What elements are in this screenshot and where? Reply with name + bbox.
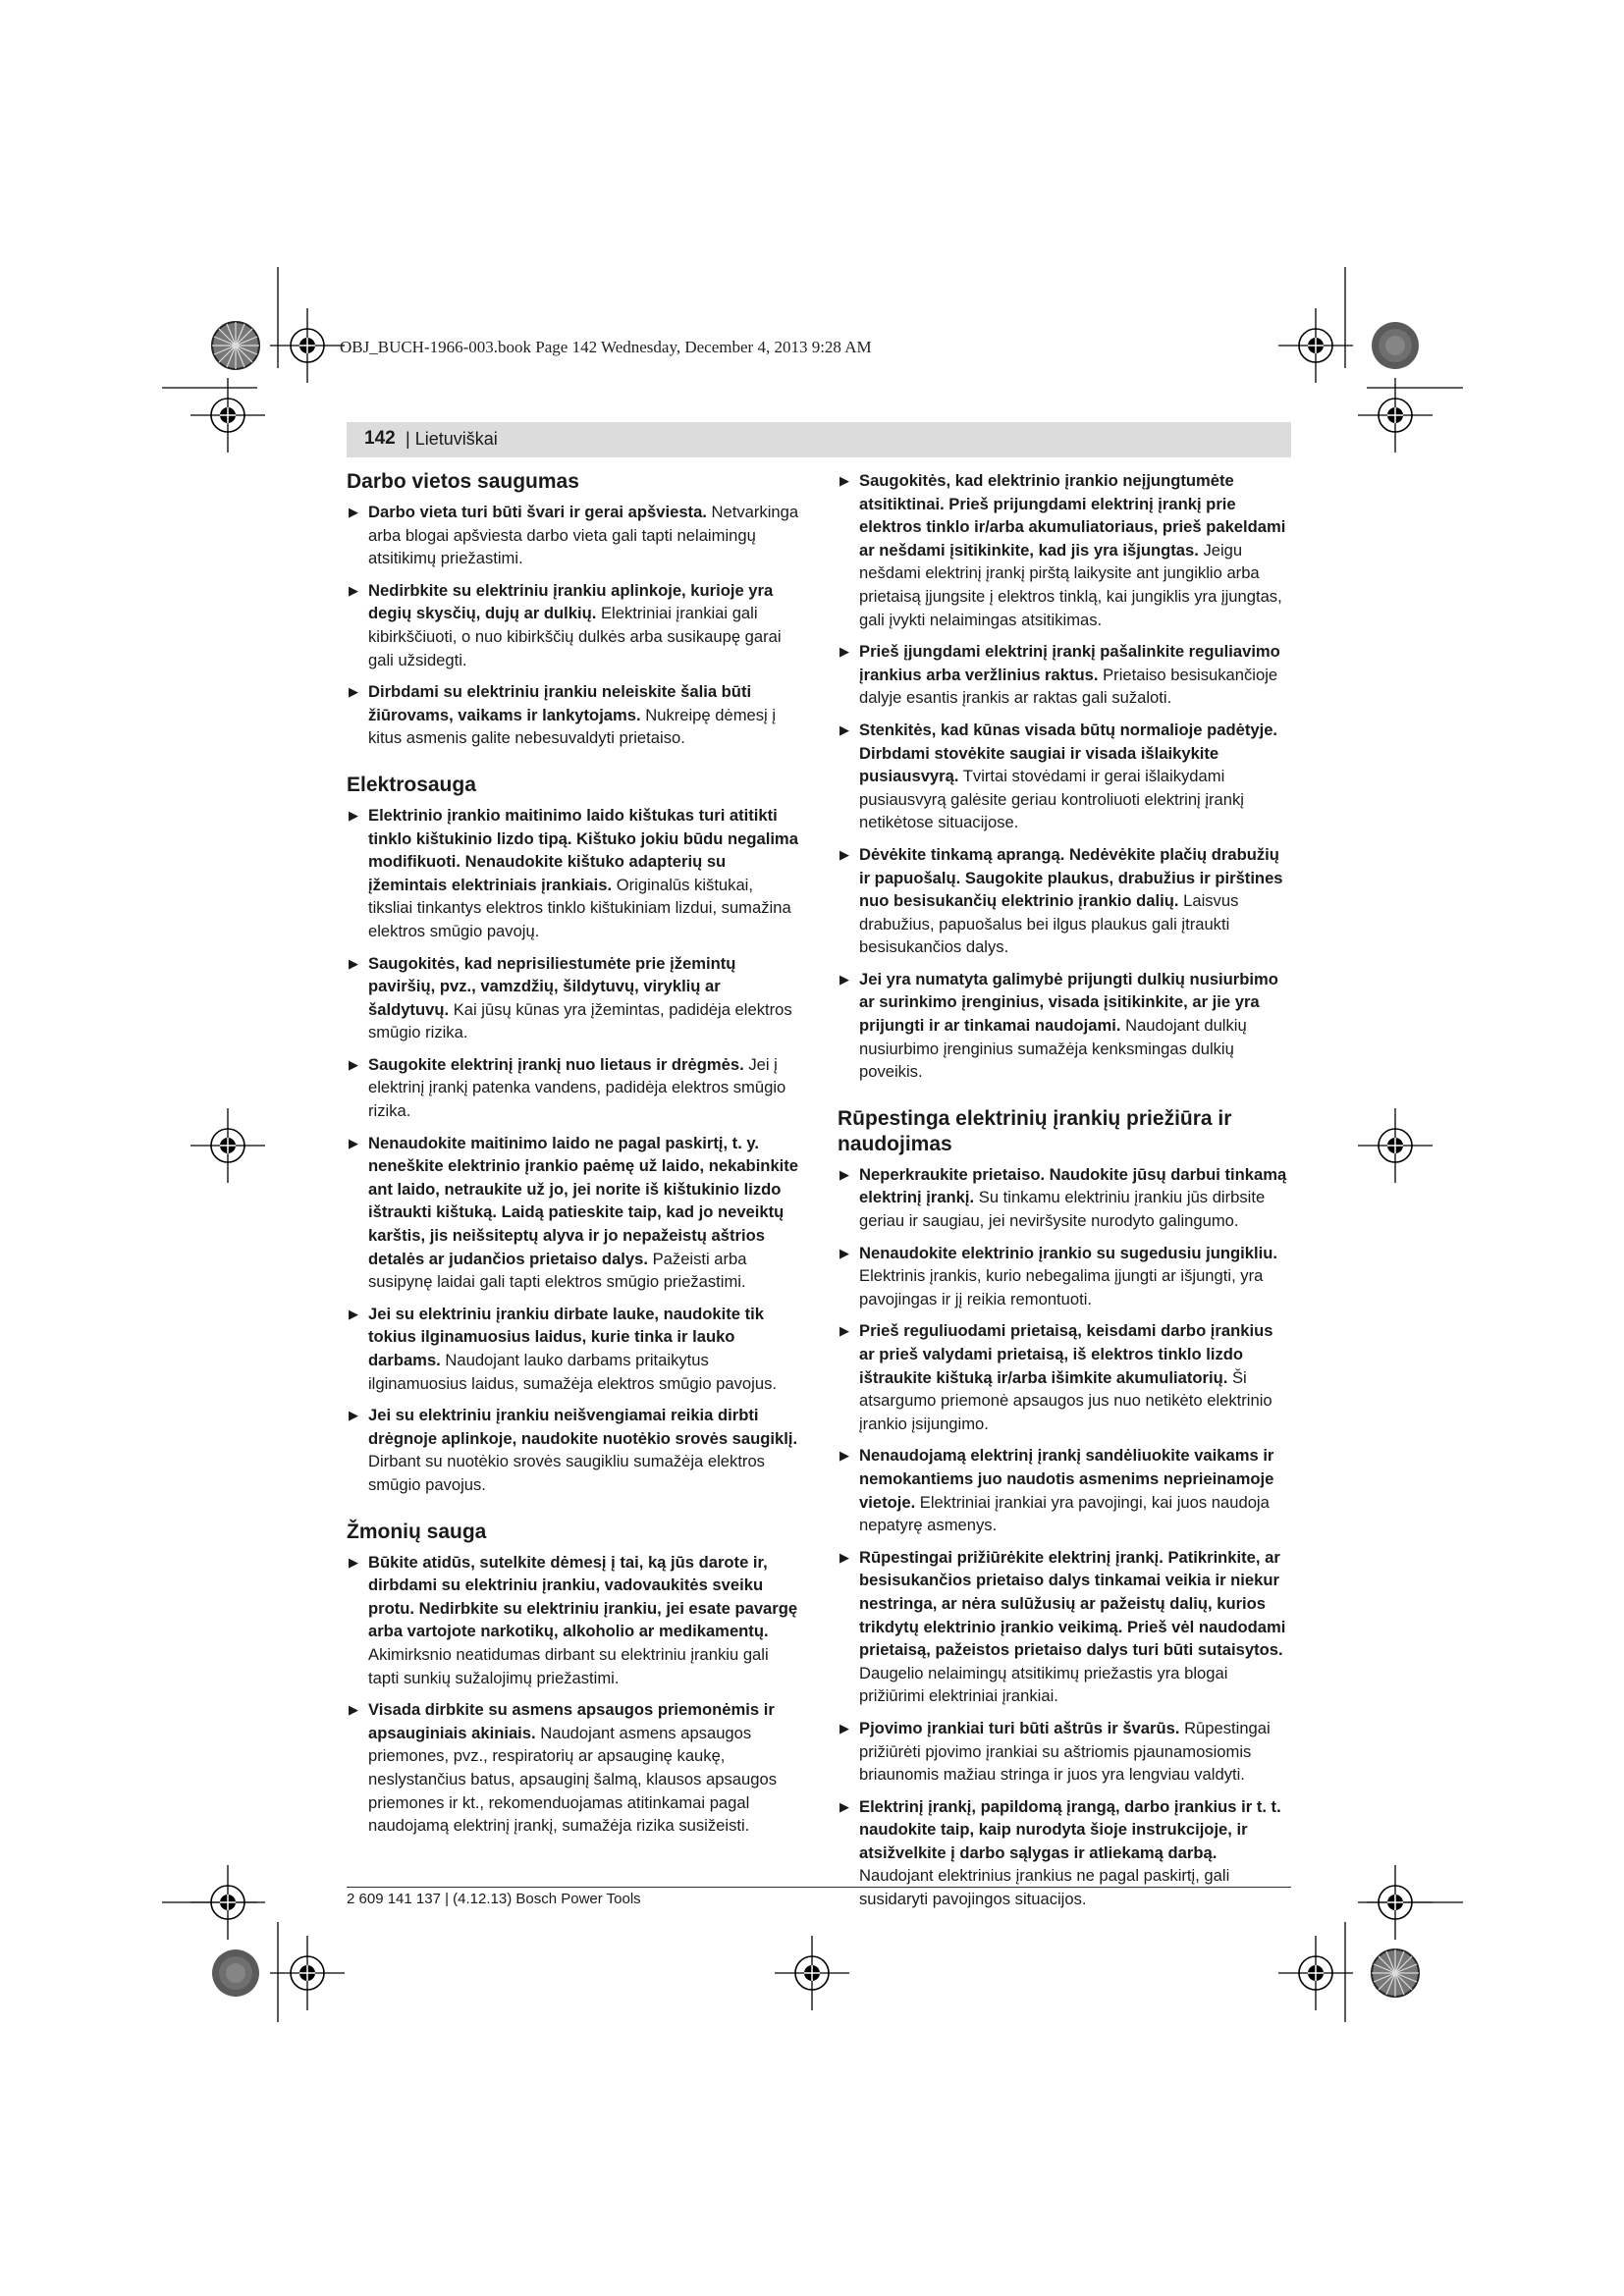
instruction-emphasis: Būkite atidūs, sutelkite dėmesį į tai, ką jūs darote ir, dirbdami su elektriniu įrankiu, vadovaukitės sveiku protu. Nedirbkite su elektriniu įrankiu, jei esate pavargę arba vartojote narkotikų, alkoholio ar medikamentų. — [368, 1552, 798, 1641]
instruction-explanation: Dirbant su nuotėkio srovės saugikliu sumažėja elektros smūgio pavojus. — [368, 1452, 765, 1494]
starburst-target — [1372, 1949, 1419, 1997]
bullet-arrow-icon: ▶ — [349, 1056, 358, 1072]
instruction-emphasis: Visada dirbkite su asmens apsaugos priemonėmis ir apsauginiais akiniais. — [368, 1700, 775, 1742]
bullet-arrow-icon: ▶ — [839, 971, 849, 987]
instruction-emphasis: Elektrinio įrankio maitinimo laido kištukas turi atitikti tinklo kištukinio lizdo tipą. Kištuko jokiu būdu negalima modifikuoti. Nenaudokite kištuko adapterių su įžemintais elektriniais įrankiais. — [368, 805, 798, 894]
safety-instruction — [838, 1444, 1291, 1536]
gray-disc-target — [1372, 322, 1419, 369]
safety-instruction — [838, 1319, 1291, 1435]
bullet-arrow-icon: ▶ — [349, 1702, 358, 1718]
crosshair-mark — [1278, 308, 1353, 383]
safety-instruction — [347, 501, 800, 570]
gray-disc-target — [212, 1949, 259, 1997]
safety-instruction — [838, 469, 1291, 631]
instruction-explanation: Rūpestingai prižiūrėti pjovimo įrankiai su aštriomis pjaunamosiomis briaunomis mažiau stringa ir juos yra lengviau valdyti. — [859, 1718, 1271, 1785]
instruction-emphasis: Rūpestingai prižiūrėkite elektrinį įrankį. Patikrinkite, ar besisukančios prietaiso dalys tinkamai veikia ir niekur nestringa, ar nėra sulūžusių ar pažeistų dalių, kurios trikdytų elektrinio įrankio veikimą. Prieš vėl naudodami prietaisą, pažeistos prietaiso dalys turi būti sutaisytos. — [859, 1547, 1286, 1660]
bullet-arrow-icon: ▶ — [839, 1245, 849, 1260]
instruction-emphasis: Elektrinį įrankį, papildomą įrangą, darbo įrankius ir t. t. naudokite taip, kaip nurodyta šioje instrukcijoje, ir atsižvelkite į darbo sąlygas ir atliekamą darbą. — [859, 1796, 1281, 1862]
bullet-arrow-icon: ▶ — [839, 721, 849, 737]
safety-instruction — [347, 1132, 800, 1294]
page-language-label: Lietuviškai — [414, 429, 498, 449]
bullet-arrow-icon: ▶ — [839, 1720, 849, 1735]
section-heading: Žmonių sauga — [347, 1520, 487, 1543]
bullet-arrow-icon: ▶ — [839, 644, 849, 660]
crosshair-mark — [270, 308, 345, 383]
safety-instruction — [838, 640, 1291, 710]
footer-rule — [347, 1887, 1291, 1888]
instruction-explanation: Elektriniai įrankiai yra pavojingi, kai juos naudoja nepatyrę asmenys. — [859, 1492, 1270, 1535]
instruction-explanation: Kai jūsų kūnas yra įžemintas, padidėja elektros smūgio rizika. — [368, 999, 792, 1042]
instruction-explanation: Tvirtai stovėdami ir gerai išlaikydami pusiausvyrą galėsite geriau kontroliuoti elektrinį įrankį netikėtose situacijose. — [859, 767, 1244, 832]
book-print-header: OBJ_BUCH-1966-003.book Page 142 Wednesday, December 4, 2013 9:28 AM — [340, 338, 872, 356]
crosshair-mark — [190, 378, 265, 453]
instruction-emphasis: Jei yra numatyta galimybė prijungti dulkių nusiurbimo ar surinkimo įrenginius, visada įsitikinkite, ar jie yra prijungti ir ar tinkamai naudojami. — [859, 969, 1278, 1036]
instruction-emphasis: Darbo vieta turi būti švari ir gerai apšviesta. — [368, 503, 707, 521]
bullet-arrow-icon: ▶ — [349, 955, 358, 971]
bullet-arrow-icon: ▶ — [839, 1798, 849, 1814]
safety-instruction — [838, 968, 1291, 1084]
instruction-emphasis: Saugokite elektrinį įrankį nuo lietaus ir drėgmės. — [368, 1054, 744, 1074]
instruction-explanation: Naudojant asmens apsaugos priemones, pvz., respiratorių ar apsauginę kaukę, neslystančius batus, apsauginį šalmą, klausos apsaugos priemones ir kt., rekomenduojamas atitinkamai pagal naudojamą elektrinį įrankį, sumažėja rizika susižeisti. — [368, 1723, 778, 1836]
instruction-emphasis: Stenkitės, kad kūnas visada būtų normalioje padėtyje. Dirbdami stovėkite saugiai ir visada išlaikykite pusiausvyrą. — [859, 720, 1278, 786]
instruction-explanation: Originalūs kištukai, tiksliai tinkantys elektros tinklo kištukiniam lizdui, sumažina elektros smūgio pavojų. — [368, 875, 791, 940]
bullet-arrow-icon: ▶ — [349, 582, 358, 598]
section-heading: Elektrosauga — [347, 773, 476, 796]
instruction-explanation: Prietaiso besisukančioje dalyje esantis įrankis ar raktas gali sužaloti. — [859, 665, 1278, 708]
instruction-emphasis: Nedirbkite su elektriniu įrankiu aplinkoje, kurioje yra degių skysčių, dujų ar dulkių. — [368, 580, 774, 623]
bullet-arrow-icon: ▶ — [839, 1166, 849, 1182]
instruction-emphasis: Neperkraukite prietaiso. Naudokite jūsų darbui tinkamą elektrinį įrankį. — [859, 1164, 1287, 1207]
bullet-arrow-icon: ▶ — [349, 1554, 358, 1570]
instruction-explanation: Jei į elektrinį įrankį patenka vandens, padidėja elektros smūgio rizika. — [368, 1054, 786, 1121]
bullet-arrow-icon: ▶ — [839, 1323, 849, 1339]
safety-instruction — [347, 579, 800, 671]
page-language: | Lietuviškai — [406, 429, 498, 449]
instruction-explanation: Su tinkamu elektriniu įrankiu jūs dirbsite geriau ir saugiau, jei neviršysite nurodyto galingumo. — [859, 1188, 1266, 1231]
crosshair-mark — [1358, 1108, 1433, 1183]
instruction-emphasis: Jei su elektriniu įrankiu dirbate lauke, naudokite tik tokius ilginamuosius laidus, kurie tinka ir lauko darbams. — [368, 1304, 764, 1369]
safety-instruction — [838, 1546, 1291, 1708]
crosshair-mark — [190, 1108, 265, 1183]
safety-instruction — [838, 843, 1291, 959]
bullet-arrow-icon: ▶ — [839, 473, 849, 488]
safety-instruction — [347, 804, 800, 943]
instruction-explanation: Laisvus drabužius, papuošalus bei ilgus plaukus gali įtraukti besisukančios dalys. — [859, 891, 1239, 957]
instruction-explanation: Daugelio nelaimingų atsitikimų priežastis yra blogai prižiūrimi elektriniai įrankiai. — [859, 1663, 1228, 1706]
safety-instruction — [838, 719, 1291, 834]
instruction-explanation: Netvarkinga arba blogai apšviesta darbo vieta gali tapti nelaimingų atsitikimų priežastimi. — [368, 503, 799, 568]
instruction-explanation: Elektrinis įrankis, kurio nebegalima įjungti ar išjungti, yra pavojingas ir jį reikia remontuoti. — [859, 1266, 1264, 1308]
instruction-emphasis: Dėvėkite tinkamą aprangą. Nedėvėkite plačių drabužių ir papuošalų. Saugokite plaukus, drabužius ir pirštines nuo besisukančių elektrinio įrankio dalių. — [859, 844, 1283, 911]
instruction-emphasis: Saugokitės, kad neprisiliestumėte prie įžemintų paviršių, pvz., vamzdžių, šildytuvų, viryklių ar šaldytuvų. — [368, 953, 736, 1019]
page-header-band — [347, 422, 1291, 457]
instruction-explanation: Jeigu nešdami elektrinį įrankį pirštą laikysite ant jungiklio arba prietaisą įjungsite į elektros tinklą, kai jungiklis yra įjungtas, gali įvykti nelaimingas atsitikimas. — [859, 540, 1282, 629]
section-gap — [347, 759, 800, 773]
bullet-arrow-icon: ▶ — [349, 1135, 358, 1150]
bullet-arrow-icon: ▶ — [349, 807, 358, 823]
instruction-explanation: Naudojant elektrinius įrankius ne pagal paskirtį, gali susidaryti pavojingos situacijos. — [859, 1866, 1230, 1909]
instruction-emphasis: Saugokitės, kad elektrinio įrankio neįjungtumėte atsitiktinai. Prieš prijungdami elektrinį įrankį prie elektros tinklo ir/arba akumuliatoriaus, prieš pakeldami ar nešdami įsitikinkite, kad jis yra išjungtas. — [859, 471, 1286, 560]
safety-instruction — [347, 680, 800, 750]
crosshair-mark — [1278, 1936, 1353, 2010]
safety-instruction — [347, 1404, 800, 1496]
left-column — [347, 469, 800, 1846]
instruction-explanation: Nukreipę dėmesį į kitus asmenis galite nebesuvaldyti prietaiso. — [368, 705, 777, 748]
instruction-explanation: Naudojant dulkių nusiurbimo įrenginius sumažėja kenksmingas dulkių poveikis. — [859, 1016, 1247, 1082]
bullet-arrow-icon: ▶ — [839, 1549, 849, 1565]
instruction-explanation: Elektriniai įrankiai gali kibirkščiuoti, o nuo kibirkščių dulkės arba susikaupę garai gali užsidegti. — [368, 604, 782, 669]
instruction-emphasis: Nenaudokite elektrinio įrankio su sugedusiu jungikliu. — [859, 1243, 1277, 1262]
safety-instruction — [347, 952, 800, 1044]
instruction-emphasis: Prieš įjungdami elektrinį įrankį pašalinkite reguliavimo įrankius arba veržlinius raktus. — [859, 642, 1280, 684]
safety-instruction — [838, 1242, 1291, 1311]
instruction-emphasis: Prieš reguliuodami prietaisą, keisdami darbo įrankius ar prieš valydami prietaisą, iš elektros tinklo lizdo ištraukite kištuką ir/arba išimkite akumuliatorių. — [859, 1321, 1273, 1387]
safety-instruction — [838, 1717, 1291, 1787]
page-footer: 2 609 141 137 | (4.12.13) Bosch Power Tools — [347, 1891, 641, 1907]
safety-instruction — [838, 1163, 1291, 1233]
bullet-arrow-icon: ▶ — [349, 505, 358, 519]
instruction-explanation: Naudojant lauko darbams pritaikytus ilginamuosius laidus, sumažėja elektros smūgio pavojus. — [368, 1351, 777, 1393]
bullet-arrow-icon: ▶ — [349, 1408, 358, 1423]
safety-instruction — [347, 1551, 800, 1690]
instruction-explanation: Akimirksnio neatidumas dirbant su elektriniu įrankiu gali tapti sunkių sužalojimų priežastimi. — [368, 1644, 769, 1687]
safety-instruction — [838, 1795, 1291, 1911]
bullet-arrow-icon: ▶ — [349, 684, 358, 700]
section-gap — [347, 1506, 800, 1520]
section-heading: Darbo vietos saugumas — [347, 470, 579, 493]
bullet-arrow-icon: ▶ — [839, 846, 849, 862]
section-heading: Rūpestinga elektrinių įrankių priežiūra ir naudojimas — [838, 1106, 1232, 1155]
safety-instruction — [347, 1698, 800, 1838]
bullet-arrow-icon: ▶ — [839, 1448, 849, 1464]
crosshair-mark — [1358, 1865, 1433, 1940]
right-column — [838, 469, 1291, 1920]
instruction-emphasis: Jei su elektriniu įrankiu neišvengiamai reikia dirbti drėgnoje aplinkoje, naudokite nuotėkio srovės saugiklį. — [368, 1406, 798, 1448]
safety-instruction — [347, 1053, 800, 1123]
instruction-emphasis: Pjovimo įrankiai turi būti aštrūs ir švarūs. — [859, 1718, 1180, 1737]
instruction-emphasis: Nenaudokite maitinimo laido ne pagal paskirtį, t. y. neneškite elektrinio įrankio paėmę už laido, nekabinkite ant laido, netraukite už jo, jei norite iš kištukinio lizdo ištraukti kištuką. Laidą patieskite taip, kad jo neveiktų karštis, jis neišsiteptų alyva ir jo nepažeistų aštrios detalės ar judančios prietaiso dalys. — [368, 1133, 799, 1268]
instruction-emphasis: Nenaudojamą elektrinį įrankį sandėliuokite vaikams ir nemokantiems juo naudotis asmenims neprieinamoje vietoje. — [859, 1446, 1274, 1512]
section-gap — [838, 1093, 1291, 1106]
page-number: 142 — [364, 428, 396, 449]
crosshair-mark — [775, 1936, 849, 2010]
crosshair-mark — [1358, 378, 1433, 453]
instruction-emphasis: Dirbdami su elektriniu įrankiu neleiskite šalia būti žiūrovams, vaikams ir lankytojams. — [368, 682, 752, 724]
starburst-target — [212, 322, 259, 369]
crosshair-mark — [190, 1865, 265, 1940]
crosshair-mark — [270, 1936, 345, 2010]
instruction-explanation: Pažeisti arba susipynę laidai gali tapti elektros smūgio priežastimi. — [368, 1249, 747, 1292]
bullet-arrow-icon: ▶ — [349, 1306, 358, 1321]
instruction-explanation: Ši atsargumo priemonė apsaugos jus nuo netikėto elektrinio įrankio įsijungimo. — [859, 1367, 1272, 1433]
safety-instruction — [347, 1303, 800, 1395]
